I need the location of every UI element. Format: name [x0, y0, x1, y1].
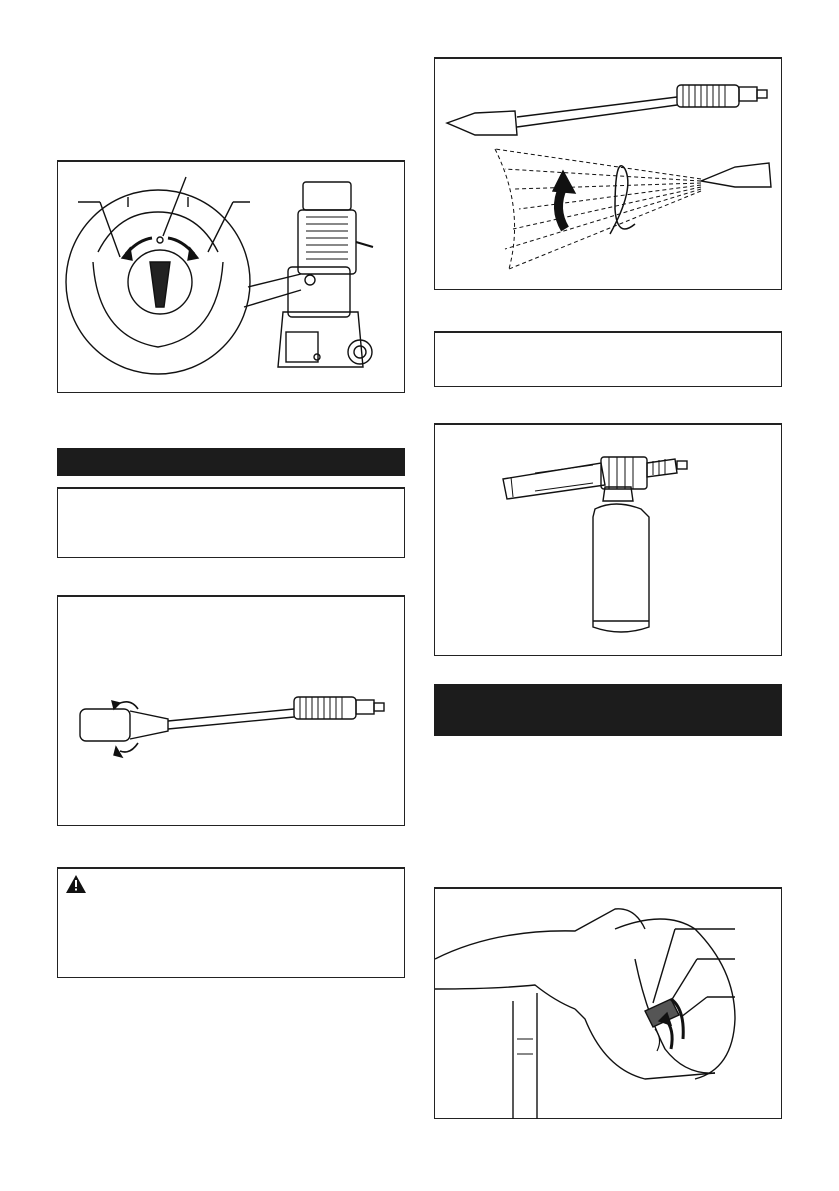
- note-box-right: [434, 331, 782, 387]
- trigger-gun-lock-illustration: [435, 889, 781, 1119]
- spray-pattern-illustration: [435, 59, 781, 290]
- figure-spray-pattern: [434, 57, 782, 290]
- pressure-dial-and-washer-illustration: [58, 162, 404, 393]
- section-header-bar-right: [434, 684, 782, 736]
- figure-trigger-lock: [434, 887, 782, 1119]
- warning-triangle-icon: [66, 875, 86, 893]
- adjustable-nozzle-lance-illustration: [58, 597, 404, 826]
- warning-box: [57, 867, 405, 978]
- figure-nozzle-rotate: [57, 595, 405, 826]
- note-box: [57, 487, 405, 558]
- foam-nozzle-bottle-illustration: [435, 425, 781, 656]
- figure-foam-bottle: [434, 423, 782, 656]
- section-header-bar: [57, 448, 405, 476]
- figure-mode-dial: [57, 160, 405, 393]
